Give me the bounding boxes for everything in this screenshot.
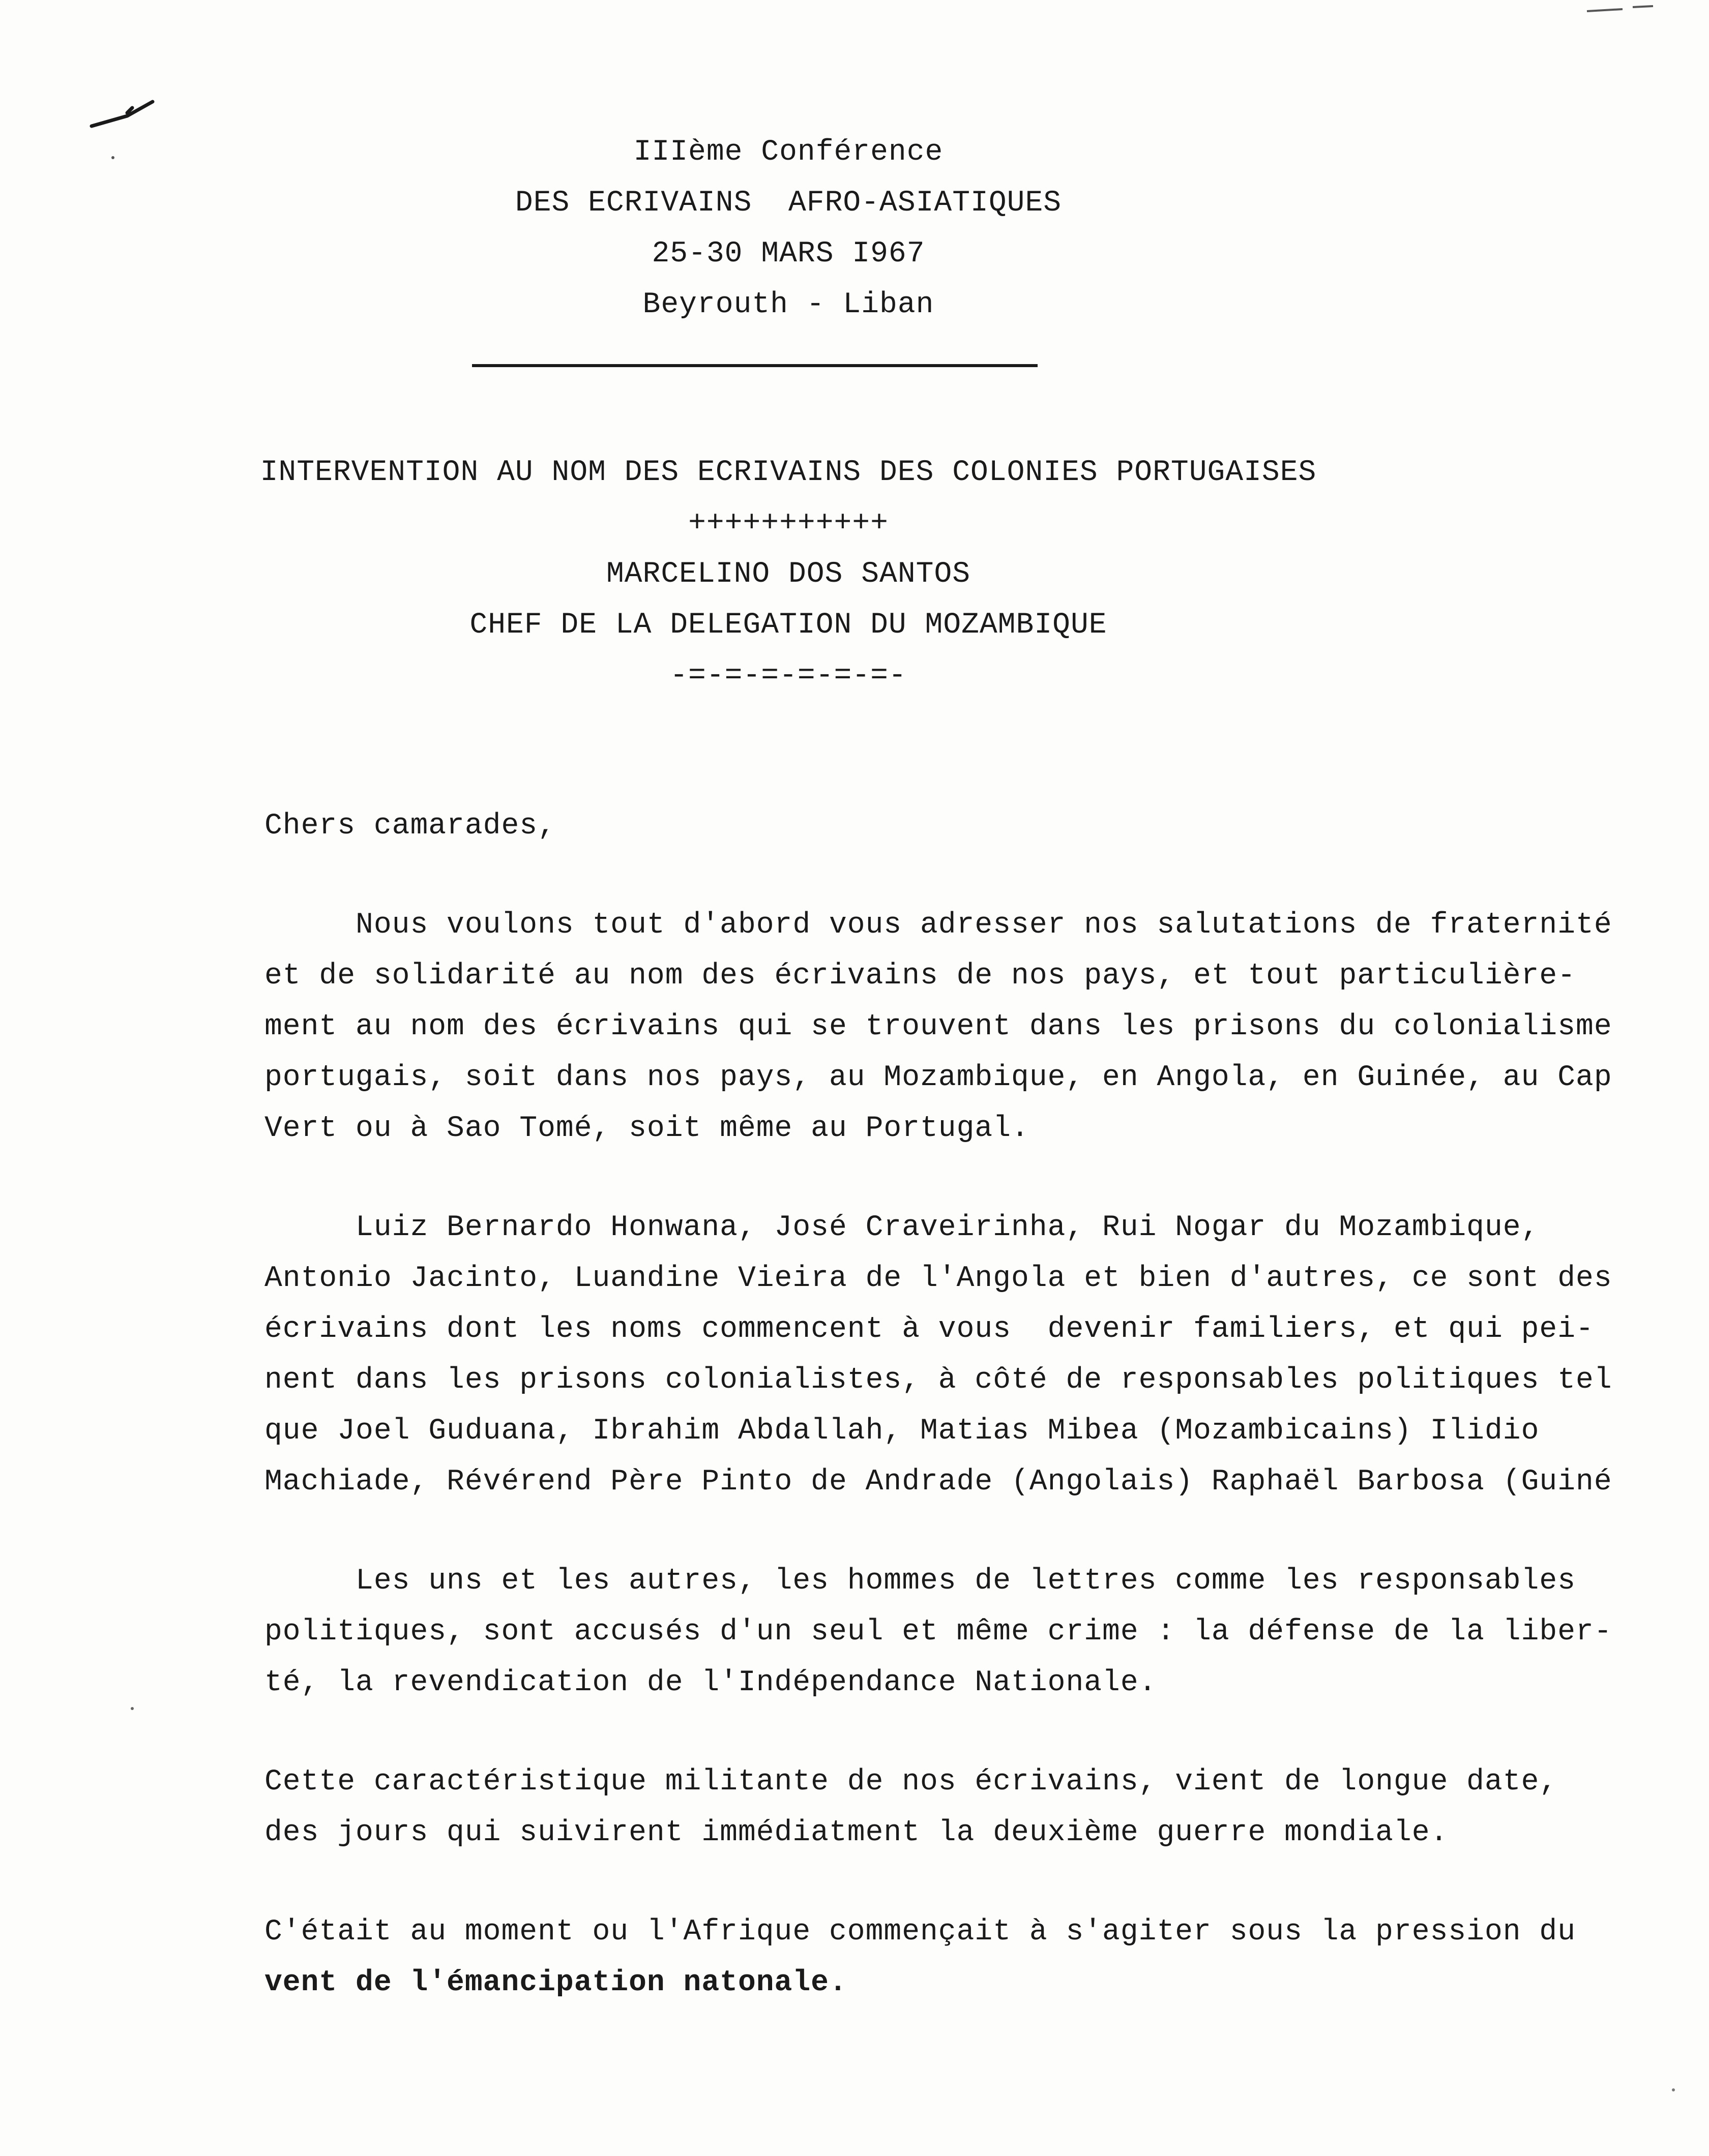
conference-dates: 25-30 MARS I967 [652, 237, 925, 271]
conference-header [0, 127, 1577, 331]
document-body [264, 801, 1689, 2009]
text-line: et de solidarité au nom des écrivains de nos pays, et tout particulière- [264, 960, 1576, 993]
text-line: Vert ou à Sao Tomé, soit même au Portugal. [264, 1112, 1029, 1145]
paragraph-1 [264, 900, 1689, 1154]
text-line: que Joel Guduana, Ibrahim Abdallah, Matias Mibea (Mozambicains) Ilidio [264, 1415, 1540, 1448]
intervention-title: INTERVENTION AU NOM DES ECRIVAINS DES COLONIES PORTUGAISES [260, 456, 1317, 489]
intervention-heading [0, 447, 1577, 702]
speaker-role: CHEF DE LA DELEGATION DU MOZAMBIQUE [469, 609, 1107, 642]
text-line: Les uns et les autres, les hommes de lettres comme les responsables [264, 1565, 1576, 1598]
speck-mark [131, 1707, 134, 1710]
speaker-name: MARCELINO DOS SANTOS [606, 558, 971, 591]
dash-separator: -=-=-=-=-=-=- [670, 660, 907, 693]
text-line: Antonio Jacinto, Luandine Vieira de l'Angola et bien d'autres, ce sont des [264, 1262, 1612, 1295]
text-line: Machiade, Révérend Père Pinto de Andrade (Angolais) Raphaël Barbosa (Guiné [264, 1465, 1612, 1499]
header-divider [472, 364, 1038, 367]
text-line: vent de l'émancipation natonale. [264, 1966, 847, 1999]
text-line: ment au nom des écrivains qui se trouvent dans les prisons du colonialisme [264, 1010, 1612, 1043]
text-line: Nous voulons tout d'abord vous adresser nos salutations de fraternité [264, 909, 1612, 942]
text-line: Luiz Bernardo Honwana, José Craveirinha, Rui Nogar du Mozambique, [264, 1211, 1540, 1244]
text-line: politiques, sont accusés d'un seul et même crime : la défense de la liber- [264, 1615, 1612, 1649]
text-line: des jours qui suivirent immédiatment la deuxième guerre mondiale. [264, 1816, 1449, 1849]
text-line: C'était au moment ou l'Afrique commençait à s'agiter sous la pression du [264, 1915, 1576, 1949]
corner-scan-mark [1587, 6, 1653, 11]
salutation: Chers camarades, [264, 810, 556, 843]
plus-separator: +++++++++++ [688, 507, 889, 540]
paragraph-2 [264, 1203, 1689, 1508]
conference-name: DES ECRIVAINS AFRO-ASIATIQUES [515, 187, 1062, 220]
paragraph-3 [264, 1556, 1689, 1709]
text-line: écrivains dont les noms commencent à vous devenir familiers, et qui pei- [264, 1313, 1594, 1346]
paragraph-4 [264, 1757, 1689, 1859]
conference-location: Beyrouth - Liban [642, 288, 934, 321]
text-line: nent dans les prisons colonialistes, à côté de responsables politiques tel [264, 1364, 1612, 1397]
text-line: té, la revendication de l'Indépendance Nationale. [264, 1666, 1157, 1699]
pen-stroke-mark [92, 102, 153, 126]
text-line: Cette caractéristique militante de nos écrivains, vient de longue date, [264, 1765, 1558, 1799]
paragraph-5 [264, 1907, 1689, 2009]
speck-mark [1672, 2088, 1675, 2091]
conference-edition: IIIème Conférence [633, 136, 944, 169]
text-line: portugais, soit dans nos pays, au Mozambique, en Angola, en Guinée, au Cap [264, 1061, 1612, 1094]
